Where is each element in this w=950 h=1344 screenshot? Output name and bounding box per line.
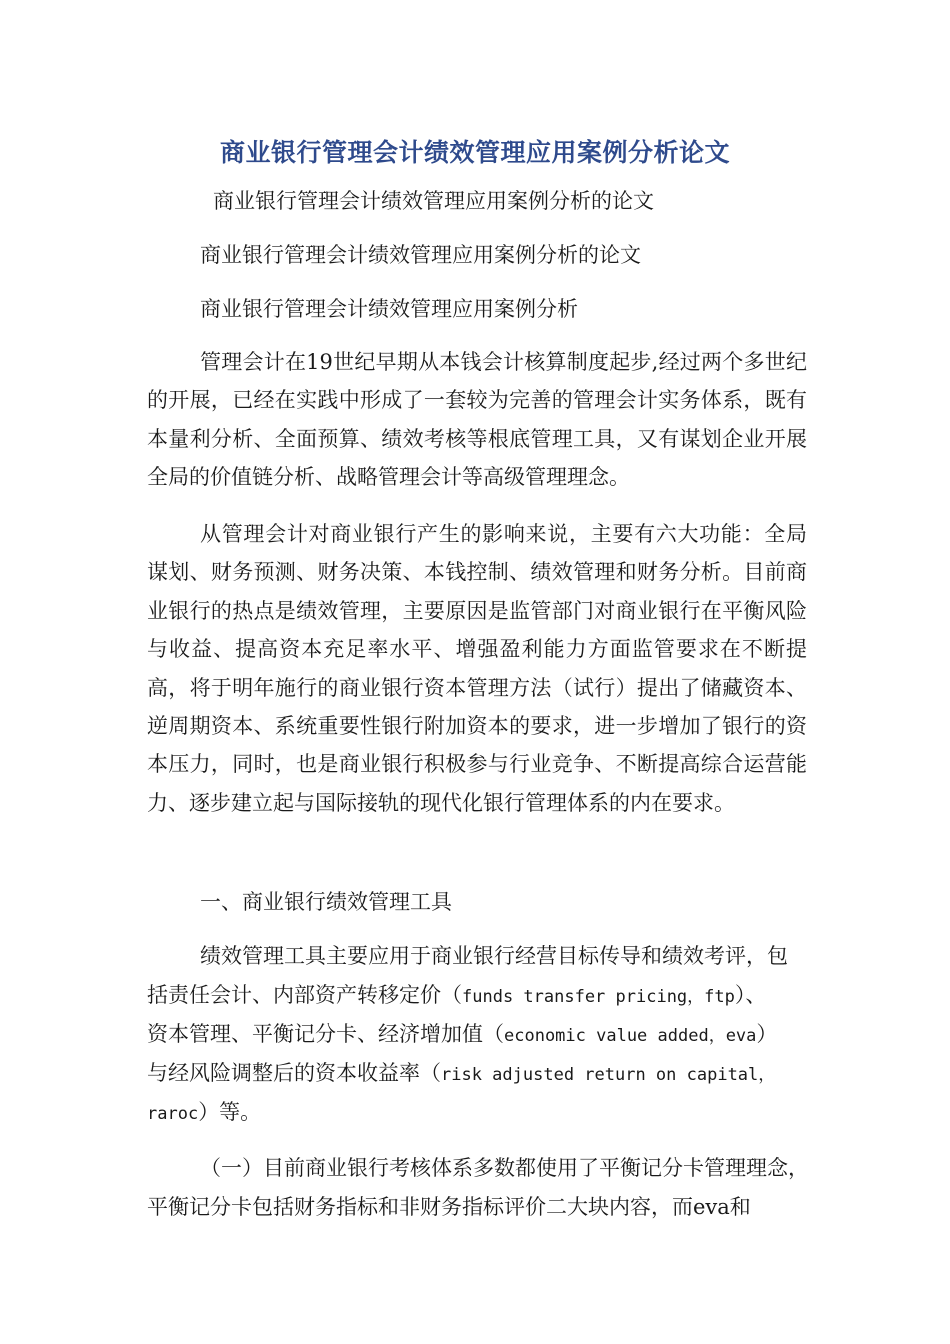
paragraph-3-line-5: [147, 1098, 261, 1128]
p3-l3-term: economic value added，eva: [504, 1026, 757, 1046]
paragraph-3-line-1: 绩效管理工具主要应用于商业银行经营目标传导和绩效考评，包: [200, 944, 788, 968]
p3-l2-text-c: ）、: [734, 983, 767, 1007]
p3-l5-text-b: ）等。: [198, 1100, 262, 1124]
p3-l5-term: raroc: [147, 1104, 199, 1124]
p3-l4-text-a: 与经风险调整后的资本收益率（: [147, 1061, 441, 1085]
paragraph-4-line-1: （一）目前商业银行考核体系多数都使用了平衡记分卡管理理念，: [200, 1156, 809, 1180]
paragraph-3-line-4: [147, 1059, 775, 1089]
p3-l3-text-c: ）: [756, 1022, 778, 1046]
document-title: 商业银行管理会计绩效管理应用案例分析论文: [219, 138, 730, 167]
paragraph-2: 从管理会计对商业银行产生的影响来说，主要有六大功能：全局谋划、财务预测、财务决策、本钱控制、绩效管理和财务分析。目前商业银行的热点是绩效管理，主要原因是监管部门对商业银行在平衡风险与收益、提高资本充足率水平、增强盈利能力方面监管要求在不断提高，将于明年施行的商业银行资本管理方法（试行）提出了储藏资本、逆周期资本、系统重要性银行附加资本的要求，进一步增加了银行的资本压力，同时，也是商业银行积极参与行业竞争、不断提高综合运营能力、逐步建立起与国际接轨的现代化银行管理体系的内在要求。: [147, 522, 807, 815]
paragraph-1: 管理会计在19世纪早期从本钱会计核算制度起步,经过两个多世纪的开展，已经在实践中形成了一套较为完善的管理会计实务体系，既有本量利分析、全面预算、绩效考核等根底管理工具，又有谋划企业开展全局的价值链分析、战略管理会计等高级管理理念。: [147, 350, 807, 490]
paragraph-3-line-2: [147, 981, 766, 1011]
p3-l3-text-a: 资本管理、平衡记分卡、经济增加值（: [147, 1022, 504, 1046]
subtitle-line-3: 商业银行管理会计绩效管理应用案例分析: [200, 297, 578, 321]
paragraph-4-line-2: 平衡记分卡包括财务指标和非财务指标评价二大块内容，而eva和: [147, 1195, 751, 1219]
p3-l2-term: funds transfer pricing，ftp: [462, 987, 735, 1007]
p3-l4-term: risk adjusted return on capital，: [441, 1065, 776, 1085]
subtitle-line-1: 商业银行管理会计绩效管理应用案例分析的论文: [213, 189, 654, 213]
subtitle-line-2: 商业银行管理会计绩效管理应用案例分析的论文: [200, 243, 641, 267]
paragraph-3-line-3: [147, 1020, 777, 1050]
p3-l2-text-a: 括责任会计、内部资产转移定价（: [147, 983, 462, 1007]
section-heading: 一、商业银行绩效管理工具: [200, 890, 452, 914]
